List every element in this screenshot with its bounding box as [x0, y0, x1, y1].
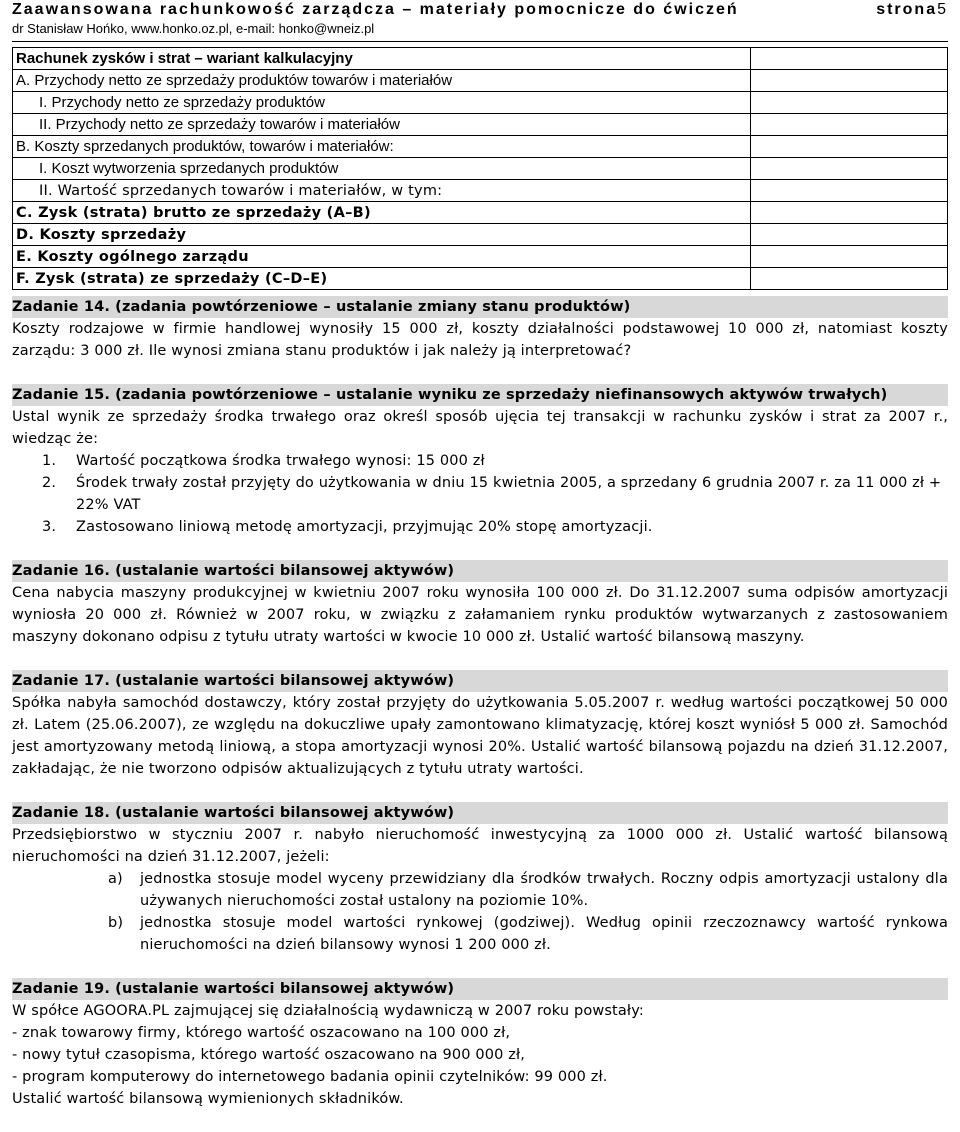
row-label: E. Koszty ogólnego zarządu [13, 246, 751, 268]
statement-row [13, 268, 948, 290]
task-line: Ustalić wartość bilansową wymienionych składników. [12, 1091, 404, 1107]
list-item [12, 516, 948, 538]
task-18 [12, 802, 948, 956]
statement-row [13, 136, 948, 158]
list-item-text: Wartość początkowa środka trwałego wynosi: 15 000 zł [76, 453, 485, 469]
list-marker: 3. [42, 519, 57, 535]
task-variants [12, 868, 948, 956]
row-label: I. Koszt wytworzenia sprzedanych produktów [13, 158, 751, 180]
row-label: C. Zysk (strata) brutto ze sprzedaży (A–B) [13, 202, 751, 224]
list-item-text: jednostka stosuje model wyceny przewidziany dla środków trwałych. Roczny odpis amortyzacji ustalony dla używanych nieruchomości został ustalony na poziomie 10%. [140, 871, 948, 909]
author-line: dr Stanisław Hońko, www.honko.oz.pl, e-mail: honko@wneiz.pl [12, 21, 375, 36]
task-intro: Przedsiębiorstwo w styczniu 2007 r. nabyło nieruchomość inwestycyjną za 1000 000 zł. Ustalić wartość bilansową nieruchomości na dzień 31.12.2007, jeżeli: [12, 827, 948, 865]
statement-title-row [13, 48, 948, 70]
task-14 [12, 296, 948, 362]
list-marker: b) [108, 915, 124, 931]
task-line: - program komputerowy do internetowego badania opinii czytelników: 99 000 zł. [12, 1069, 608, 1085]
task-intro: Ustal wynik ze sprzedaży środka trwałego oraz określ sposób ujęcia tej transakcji w rachunku zysków i strat za 2007 r., wiedząc że: [12, 409, 948, 447]
list-item-text: jednostka stosuje model wartości rynkowej (godziwej). Według opinii rzeczoznawcy wartość rynkowa nieruchomości na dzień bilansowy wynosi 1 200 000 zł. [140, 915, 948, 953]
page-label: strona [876, 1, 938, 18]
task-body: Koszty rodzajowe w firmie handlowej wynosiły 15 000 zł, koszty działalności podstawowej 10 000 zł, natomiast koszty zarządu: 3 000 zł. Ile wynosi zmiana stanu produktów i jak należy ją interpretować? [12, 321, 948, 359]
list-item [12, 472, 948, 516]
row-label: F. Zysk (strata) ze sprzedaży (C–D–E) [13, 268, 751, 290]
header-divider [12, 41, 948, 42]
task-line: - znak towarowy firmy, którego wartość oszacowano na 100 000 zł, [12, 1025, 511, 1041]
statement-row [13, 202, 948, 224]
value-cell [751, 136, 948, 158]
task-body: Cena nabycia maszyny produkcyjnej w kwietniu 2007 roku wynosiła 100 000 zł. Do 31.12.2007 suma odpisów amortyzacji wyniosła 20 000 zł. Również w 2007 roku, w związku z załamaniem rynku produktów wytwarzanych z zastosowaniem maszyny dokonano odpisu z tytułu utraty wartości w kwocie 10 000 zł. Ustalić wartość bilansową maszyny. [12, 585, 948, 645]
task-body [12, 1000, 948, 1110]
task-17 [12, 670, 948, 780]
statement-title: Rachunek zysków i strat – wariant kalkulacyjny [13, 48, 751, 70]
value-cell [751, 92, 948, 114]
value-cell [751, 70, 948, 92]
statement-row [13, 114, 948, 136]
list-item-text: Zastosowano liniową metodę amortyzacji, przyjmując 20% stopę amortyzacji. [76, 519, 653, 535]
list-marker: 2. [42, 475, 57, 491]
row-label: D. Koszty sprzedaży [13, 224, 751, 246]
value-cell [751, 224, 948, 246]
value-cell [751, 114, 948, 136]
value-cell [751, 268, 948, 290]
income-statement-table [12, 47, 948, 290]
task-list [12, 296, 948, 1132]
task-19 [12, 978, 948, 1110]
row-label: A. Przychody netto ze sprzedaży produktów towarów i materiałów [13, 70, 751, 92]
statement-row [13, 224, 948, 246]
statement-row [13, 246, 948, 268]
list-item-text: Środek trwały został przyjęty do użytkowania w dniu 15 kwietnia 2005, a sprzedany 6 grudnia 2007 r. za 11 000 zł + 22% VAT [76, 475, 942, 513]
row-label: I. Przychody netto ze sprzedaży produktów [13, 92, 751, 114]
list-marker: a) [108, 871, 123, 887]
task-heading: Zadanie 16. (ustalanie wartości bilansowej aktywów) [12, 560, 948, 582]
list-marker: 1. [42, 453, 57, 469]
task-15 [12, 384, 948, 538]
statement-row [13, 70, 948, 92]
page-indicator [876, 1, 948, 19]
task-heading: Zadanie 15. (zadania powtórzeniowe – ustalanie wyniku ze sprzedaży niefinansowych aktywów trwałych) [12, 384, 948, 406]
task-heading: Zadanie 17. (ustalanie wartości bilansowej aktywów) [12, 670, 948, 692]
list-item [12, 450, 948, 472]
value-cell [751, 180, 948, 202]
task-body: Spółka nabyła samochód dostawczy, który został przyjęty do użytkowania 5.05.2007 r. według wartości początkowej 50 000 zł. Latem (25.06.2007), ze względu na dokuczliwe upały zamontowano klimatyzację, której koszt wyniósł 5 000 zł. Samochód jest amortyzowany metodą liniową, a stopa amortyzacji wynosi 20%. Ustalić wartość bilansową pojazdu na dzień 31.12.2007, zakładając, że nie tworzono odpisów aktualizujących z tytułu utraty wartości. [12, 695, 948, 777]
value-cell [751, 202, 948, 224]
row-label: II. Przychody netto ze sprzedaży towarów i materiałów [13, 114, 751, 136]
row-label: B. Koszty sprzedanych produktów, towarów i materiałów: [13, 136, 751, 158]
list-item [12, 868, 948, 912]
value-cell [751, 246, 948, 268]
task-conditions [12, 450, 948, 538]
task-line: W spółce AGOORA.PL zajmującej się działalnością wydawniczą w 2007 roku powstały: [12, 1003, 644, 1019]
task-heading: Zadanie 14. (zadania powtórzeniowe – ustalanie zmiany stanu produktów) [12, 296, 948, 318]
list-item [12, 912, 948, 956]
task-heading: Zadanie 18. (ustalanie wartości bilansowej aktywów) [12, 802, 948, 824]
statement-row [13, 92, 948, 114]
value-cell [751, 48, 948, 70]
document-title: Zaawansowana rachunkowość zarządcza – materiały pomocnicze do ćwiczeń [12, 1, 739, 18]
page-number: 5 [937, 1, 948, 18]
task-heading: Zadanie 19. (ustalanie wartości bilansowej aktywów) [12, 978, 948, 1000]
statement-row [13, 158, 948, 180]
value-cell [751, 158, 948, 180]
row-label: II. Wartość sprzedanych towarów i materiałów, w tym: [13, 180, 751, 202]
page-header [12, 0, 948, 44]
statement-row [13, 180, 948, 202]
task-16 [12, 560, 948, 648]
task-line: - nowy tytuł czasopisma, którego wartość oszacowano na 900 000 zł, [12, 1047, 526, 1063]
